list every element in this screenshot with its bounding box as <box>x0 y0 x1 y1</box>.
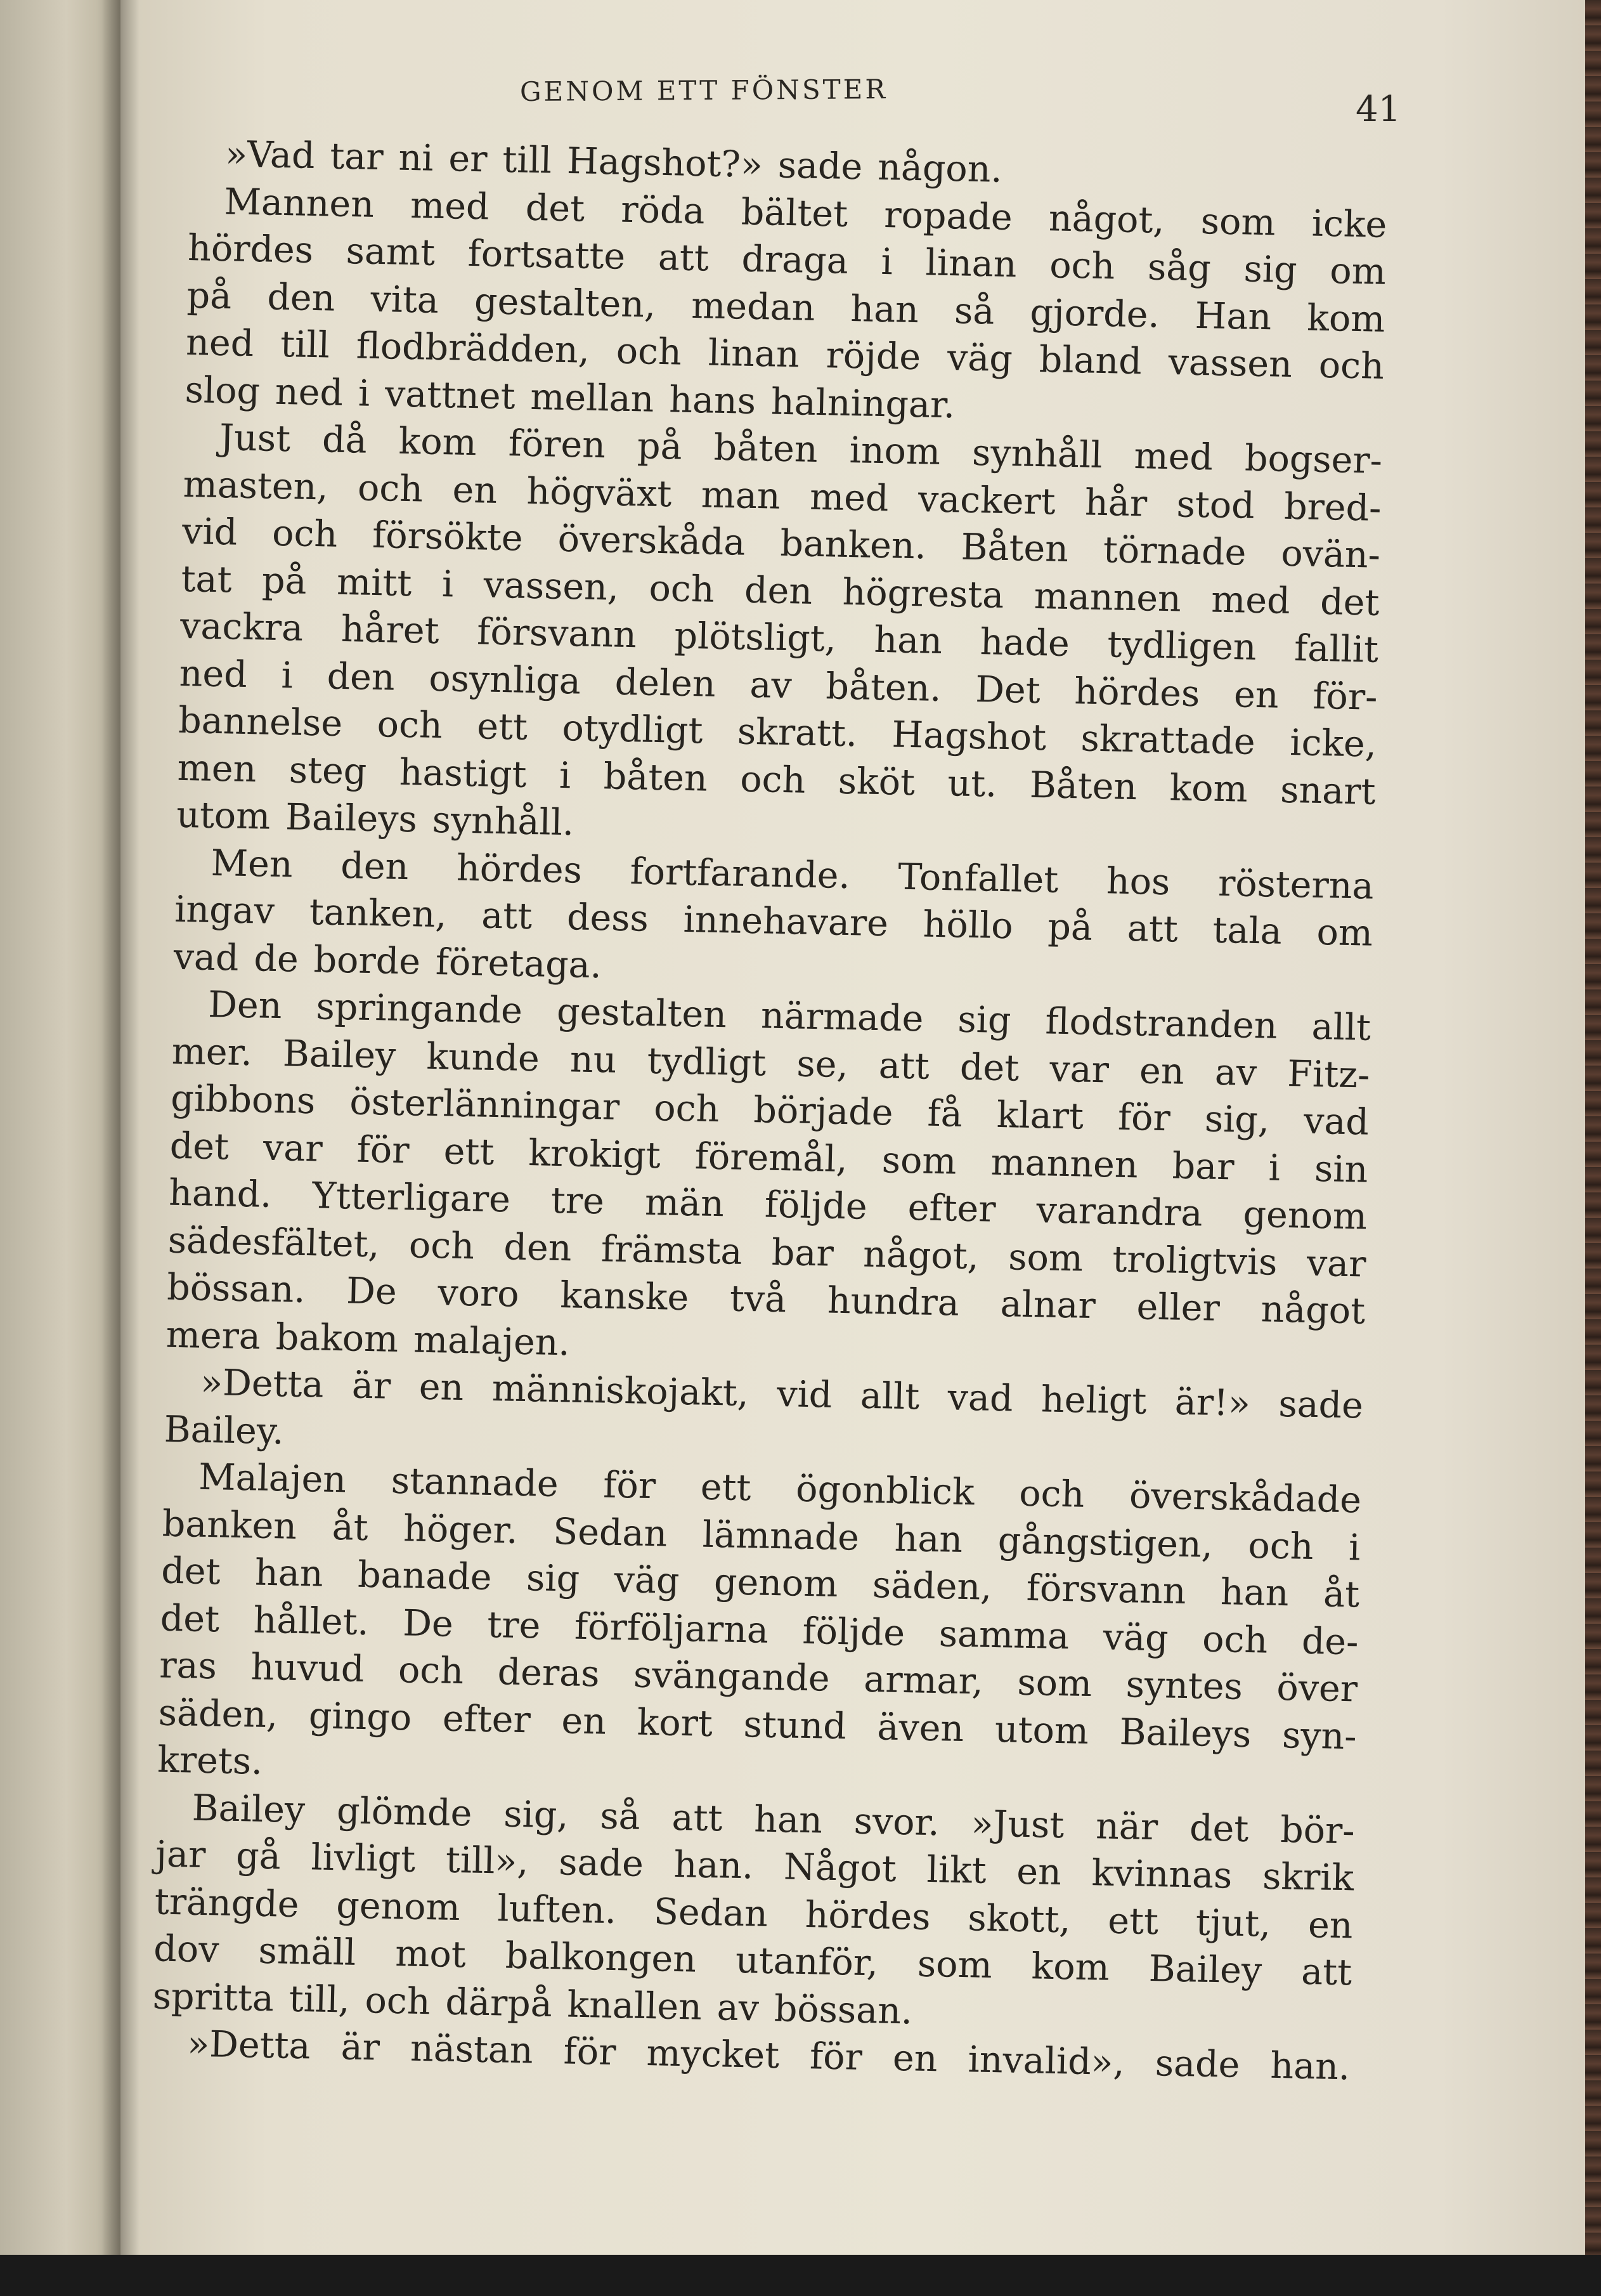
text-line: Bailey glömde sig, så att han svor. »Just när det bör- <box>191 1787 1356 1852</box>
text-line: »Vad tar ni er till Hagshot?» sade någon. <box>224 133 1003 191</box>
page-number: 41 <box>1356 89 1401 130</box>
text-line: det var för ett krokigt föremål, som mannen bar i sin <box>169 1125 1369 1191</box>
text-line: trängde genom luften. Sedan hördes skott, ett tjut, en <box>154 1880 1354 1947</box>
text-line: krets. <box>157 1738 263 1783</box>
book-cover-edge <box>1585 0 1601 2296</box>
text-line: ras huvud och deras svängande armar, som syntes över <box>159 1644 1358 1711</box>
text-line: det han banade sig väg genom säden, försvann han åt <box>160 1549 1360 1616</box>
text-line: jar gå livligt till», sade han. Något likt en kvinnas skrik <box>155 1833 1354 1900</box>
text-line: mer. Bailey kunde nu tydligt se, att det var en av Fitz- <box>171 1030 1371 1097</box>
text-line: på den vita gestalten, medan han så gjorde. Han kom <box>186 274 1385 341</box>
text-line: dov smäll mot balkongen utanför, som kom Bailey att <box>153 1927 1352 1994</box>
text-line: vackra håret försvann plötsligt, han hade tydligen fallit <box>179 604 1379 671</box>
text-line: utom Baileys synhåll. <box>176 793 574 844</box>
text-line: tat på mitt i vassen, och den högresta mannen med det <box>181 558 1380 624</box>
running-title: GENOM ETT FÖNSTER <box>519 73 888 108</box>
text-line: ned i den osynliga delen av båten. Det hördes en för- <box>179 652 1378 719</box>
text-line: bössan. De voro kanske två hundra alnar eller något <box>166 1266 1366 1333</box>
text-line: masten, och en högväxt man med vackert hår stod bred- <box>183 463 1382 530</box>
text-line: Bailey. <box>164 1408 285 1452</box>
text-line: sädesfältet, och den främsta bar något, som troligtvis var <box>167 1219 1367 1286</box>
text-line: vad de borde företaga. <box>173 936 602 986</box>
text-line: Malajen stannade för ett ögonblick och överskådade <box>198 1456 1362 1522</box>
bottom-shadow <box>0 2255 1601 2296</box>
book-gutter <box>101 0 139 2296</box>
text-line: det hållet. De tre förföljarna följde samma väg och de- <box>160 1597 1359 1663</box>
text-line: »Detta är en människojakt, vid allt vad heligt är!» sade <box>200 1361 1364 1427</box>
text-line: slog ned i vattnet mellan hans halningar. <box>185 369 956 426</box>
text-line: bannelse och ett otydligt skratt. Hagshot skrattade icke, <box>178 699 1377 766</box>
text-line: hördes samt fortsatte att draga i linan och såg sig om <box>187 226 1387 293</box>
text-line: hand. Ytterligare tre män följde efter varandra genom <box>168 1171 1368 1238</box>
text-line: mera bakom malajen. <box>165 1314 571 1364</box>
text-line: men steg hastigt i båten och sköt ut. Båten kom snart <box>177 747 1377 813</box>
text-line: Mannen med det röda bältet ropade något, som icke <box>224 180 1387 246</box>
text-line: säden, gingo efter en kort stund även utom Baileys syn- <box>158 1692 1358 1758</box>
text-line: banken åt höger. Sedan lämnade han gångstigen, och i <box>162 1503 1361 1569</box>
text-line: Den springande gestalten närmade sig flodstranden allt <box>207 983 1371 1049</box>
text-line: ned till flodbrädden, och linan röjde väg bland vassen och <box>185 321 1385 388</box>
text-line: Men den hördes fortfarande. Tonfallet hos rösterna <box>211 842 1375 908</box>
text-line: vid och försökte överskåda banken. Båten törnade ovän- <box>181 510 1381 577</box>
text-line: gibbons österlänningar och började få klart för sig, vad <box>170 1077 1370 1144</box>
body-text <box>152 130 1389 2091</box>
text-line: Just då kom fören på båten inom synhåll med bogser- <box>219 417 1383 482</box>
text-line: »Detta är nästan för mycket för en invalid», sade han. <box>186 2023 1351 2089</box>
text-line: ingav tanken, att dess innehavare höllo på att tala om <box>174 888 1373 955</box>
text-line: spritta till, och därpå knallen av bössan. <box>152 1974 913 2032</box>
